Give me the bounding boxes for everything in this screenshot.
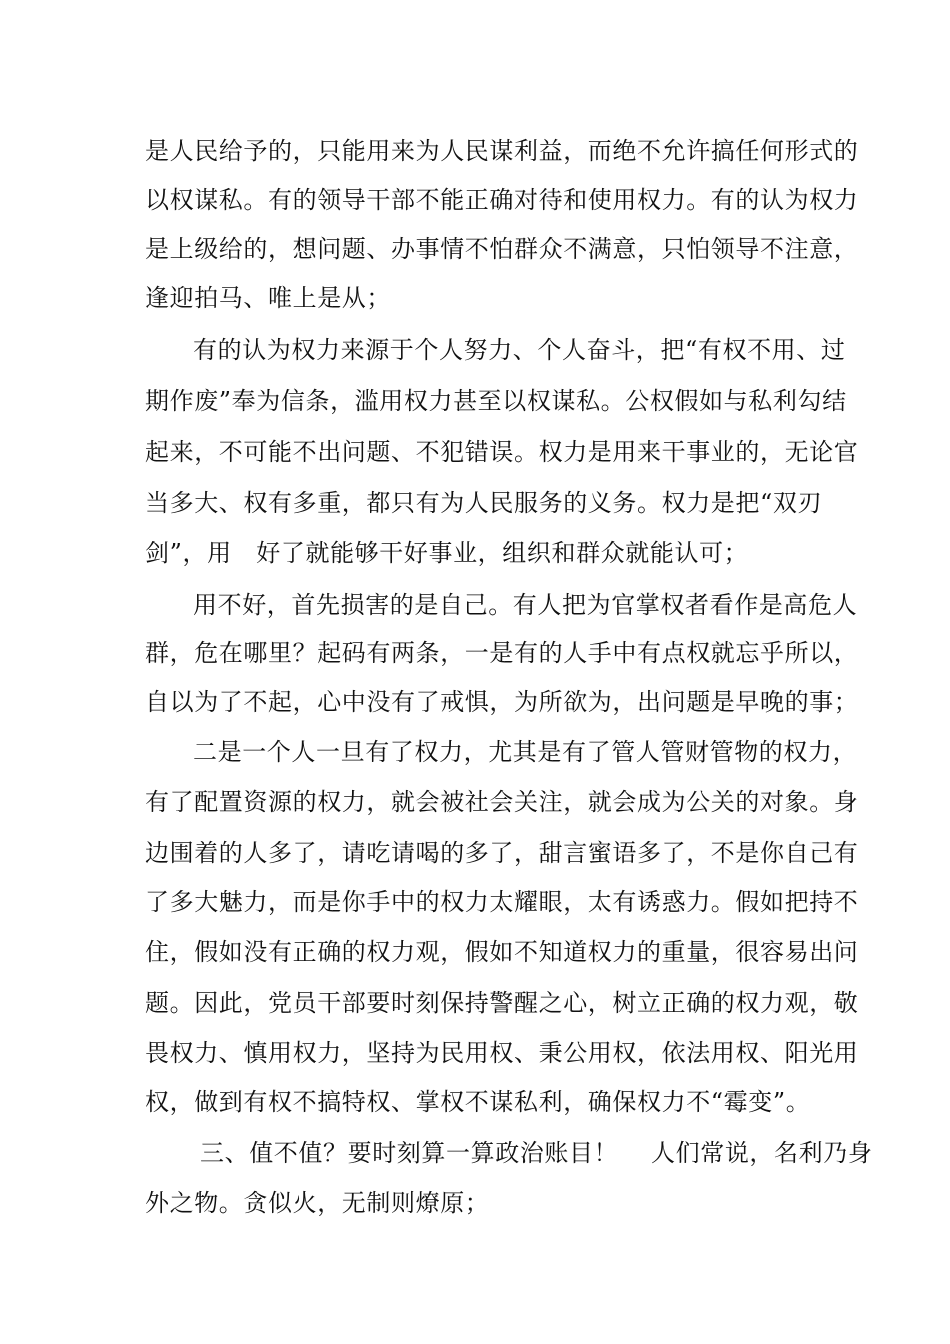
text-line: 有了配置资源的权力，就会被社会关注，就会成为公关的对象。身 xyxy=(145,788,859,816)
text-line: 用不好，首先损害的是自己。有人把为官掌权者看作是高危人 xyxy=(193,591,858,619)
text-line: 以权谋私。有的领导干部不能正确对待和使用权力。有的认为权力 xyxy=(145,186,859,214)
text-line: 群，危在哪里？起码有两条，一是有的人手中有点权就忘乎所以， xyxy=(145,639,859,667)
text-line: 外之物。贪似火，无制则燎原； xyxy=(145,1189,490,1217)
text-line: 起来，不可能不出问题、不犯错误。权力是用来干事业的，无论官 xyxy=(145,438,859,466)
text-line: 畏权力、慎用权力，坚持为民用权、秉公用权，依法用权、阳光用 xyxy=(145,1039,859,1067)
text-line: 自以为了不起，心中没有了戒惧，为所欲为，出问题是早晚的事； xyxy=(145,688,859,716)
text-line: 权，做到有权不搞特权、掌权不谋私利，确保权力不“霉变”。 xyxy=(145,1088,811,1116)
text-line: 当多大、权有多重，都只有为人民服务的义务。权力是把“双刃 xyxy=(145,489,823,517)
text-line: 期作废”奉为信条，滥用权力甚至以权谋私。公权假如与私利勾结 xyxy=(145,387,847,415)
text-line: 剑”，用 好了就能够干好事业，组织和群众就能认可； xyxy=(145,539,749,567)
text-line: 逢迎拍马、唯上是从； xyxy=(145,284,391,312)
text-line: 是上级给的，想问题、办事情不怕群众不满意，只怕领导不注意， xyxy=(145,235,859,263)
text-line: 有的认为权力来源于个人努力、个人奋斗，把“有权不用、过 xyxy=(193,336,846,364)
text-line: 住，假如没有正确的权力观，假如不知道权力的重量，很容易出问 xyxy=(145,938,859,966)
text-line: 边围着的人多了，请吃请喝的多了，甜言蜜语多了，不是你自己有 xyxy=(145,839,859,867)
section-heading-line: 三、值不值？要时刻算一算政治账目！ 人们常说，名利乃身 xyxy=(200,1139,873,1167)
text-line: 是人民给予的，只能用来为人民谋利益，而绝不允许搞任何形式的 xyxy=(145,137,859,165)
text-line: 题。因此，党员干部要时刻保持警醒之心，树立正确的权力观，敬 xyxy=(145,989,859,1017)
text-line: 二是一个人一旦有了权力，尤其是有了管人管财管物的权力， xyxy=(193,738,858,766)
text-line: 了多大魅力，而是你手中的权力太耀眼，太有诱惑力。假如把持不 xyxy=(145,888,859,916)
